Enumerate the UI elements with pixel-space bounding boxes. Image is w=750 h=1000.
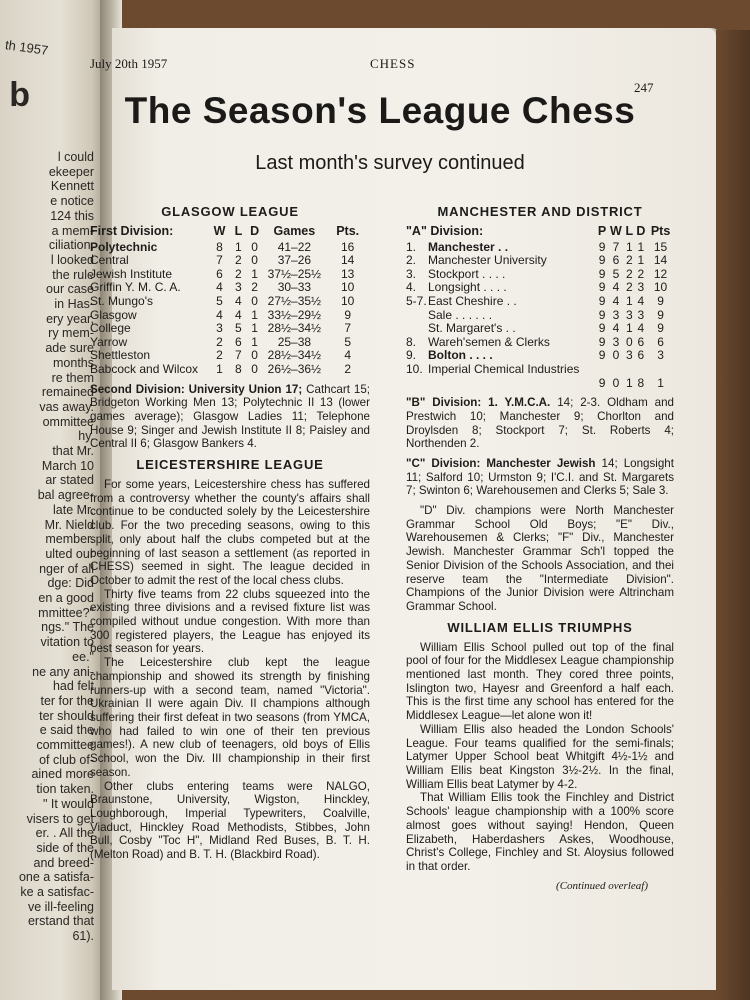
manchester-table-row <box>406 336 674 350</box>
team-stat: 1 <box>626 321 633 336</box>
team-stat: 1 <box>637 253 645 268</box>
team-stat: 9 <box>657 321 664 336</box>
team-stat: 33½–29½ <box>267 307 322 322</box>
left-page-line: 124 this <box>50 208 94 223</box>
rank: 10. <box>406 361 423 376</box>
team-stat: 4 <box>612 321 620 336</box>
glasgow-second-division <box>90 383 370 452</box>
left-page-line: ained more <box>31 767 94 782</box>
glasgow-league-title: GLASGOW LEAGUE <box>161 204 299 219</box>
team-stat: 1 <box>626 293 633 308</box>
william-ellis-title: WILLIAM ELLIS TRIUMPHS <box>447 619 633 635</box>
team-stat: 25–38 <box>277 334 312 349</box>
right-column <box>406 204 674 892</box>
team-stat: 28½–34½ <box>267 348 322 363</box>
team-stat: 3 <box>626 307 633 322</box>
left-page-line: and breed- <box>33 855 94 870</box>
b-division-head: "B" Division: 1. Y.M.C.A. <box>406 396 551 410</box>
manchester-header-division: "A" Division: <box>406 224 484 238</box>
team-stat: 0 <box>251 293 258 308</box>
team-stat: 28½–34½ <box>267 321 322 336</box>
team-stat: 9 <box>598 307 606 322</box>
team-stat: 1 <box>251 321 258 336</box>
left-page-line: l could <box>57 150 94 164</box>
team-stat: 0 <box>612 348 620 363</box>
team-name: Polytechnic <box>90 239 158 254</box>
manchester-header-pts: Pts <box>650 224 671 238</box>
left-page-line: ngs." The <box>41 620 94 635</box>
left-page-header: th 1957 <box>3 37 49 58</box>
manchester-b-division <box>406 396 674 451</box>
team-stat: 3 <box>637 280 645 295</box>
manchester-header-l: L <box>625 224 634 238</box>
glasgow-header-w: W <box>213 224 226 238</box>
rank <box>406 377 428 391</box>
team-stat: 0 <box>626 334 633 349</box>
manchester-table <box>406 225 674 390</box>
left-page-line: nger of all <box>39 561 94 576</box>
left-page-line: ry mem- <box>48 326 94 341</box>
glasgow-table-row <box>90 268 370 282</box>
leicestershire-paragraph: Other clubs entering teams were NALGO, Braunstone, University, Wigston, Hinckley, Loughborough, Imperial Typewriters, Coalville, Viaduct, Hinckley Road Methodists, Stibbes, John Bull, Cosby "Toc H", Midland Red Buses, B. T. H. (Melton Road) and B. T. H. (Blackbird Road). <box>90 779 370 862</box>
manchester-table-row <box>406 349 674 363</box>
rank: 4. <box>406 280 417 295</box>
team-stat: 2 <box>216 348 223 363</box>
team-stat: 4 <box>235 293 242 308</box>
team-stat: 4 <box>612 293 620 308</box>
team-stat: 9 <box>598 239 606 254</box>
left-page-line: ciliation, <box>48 238 94 253</box>
magazine-page <box>90 28 716 990</box>
left-page-line: our case <box>46 282 94 297</box>
team-stat: 9 <box>598 293 606 308</box>
team-name: East Cheshire . . <box>428 293 517 308</box>
left-page-line: re them <box>51 370 94 385</box>
left-page-line: a mem- <box>51 223 94 238</box>
glasgow-table-row <box>90 281 370 295</box>
glasgow-header-l: L <box>234 224 243 238</box>
team-stat: 9 <box>598 348 606 363</box>
team-stat: 3 <box>626 348 633 363</box>
left-page-line: 61). <box>72 929 94 944</box>
rank <box>406 322 428 336</box>
manchester-table-row <box>406 268 674 282</box>
team-name: St. Mungo's <box>90 293 153 308</box>
c-division-head: "C" Division: Manchester Jewish <box>406 456 596 470</box>
team-stat: 8 <box>216 239 223 254</box>
leicestershire-paragraph: Thirty five teams from 22 clubs squeezed into the existing three divisions and a revised fixture list was compiled without undue congestion. With more than 300 registered players, the League has enjoyed its best season for years. <box>90 587 370 656</box>
team-stat: 0 <box>251 348 258 363</box>
rank <box>406 309 428 323</box>
team-stat: 4 <box>216 307 223 322</box>
manchester-header-d: D <box>636 224 646 238</box>
header-date: July 20th 1957 <box>90 56 168 71</box>
team-stat: 4 <box>235 307 242 322</box>
left-page-line: Kennett <box>50 179 94 194</box>
team-stat: 13 <box>341 266 355 281</box>
team-stat: 5 <box>344 334 352 349</box>
team-stat: 6 <box>216 266 223 281</box>
manchester-table-row <box>406 241 674 255</box>
left-page-line: ade sure <box>45 341 94 356</box>
team-stat: 3 <box>612 334 620 349</box>
team-name: Babcock and Wilcox <box>90 361 199 376</box>
team-stat: 14 <box>341 253 355 268</box>
team-stat: 10 <box>653 280 668 295</box>
left-page-line: ke a satisfac- <box>20 885 94 899</box>
left-page-line: erstand that <box>27 914 94 929</box>
team-stat: 6 <box>612 253 620 268</box>
team-stat: 15 <box>653 239 668 254</box>
team-stat: 3 <box>235 280 242 295</box>
team-stat: 3 <box>637 307 645 322</box>
team-name: Imperial Chemical Industries <box>428 361 580 376</box>
leicestershire-paragraph: The Leicestershire club kept the league championship and showed its strength by finishing runners-up with a second team, named "Victoria". Ukrainian II were again Div. II champions although suffering their first defeat in two seasons (from YMCA, who had failed to win one of their ten previous games!). A new club of teenagers, old boys of Ellis School, won the Div. III championship in their first season. <box>90 656 370 779</box>
glasgow-table-row <box>90 363 370 377</box>
team-stat: 2 <box>344 361 352 376</box>
team-stat: 4 <box>637 293 645 308</box>
rank: 8. <box>406 334 417 349</box>
team-stat: 2 <box>626 280 633 295</box>
left-page-line: vitation to <box>40 635 94 650</box>
left-page-line: ter for the <box>40 693 94 708</box>
team-name: Griffin Y. M. C. A. <box>90 280 181 295</box>
team-stat: 5 <box>216 293 223 308</box>
team-name: Shettleston <box>90 348 151 363</box>
leicestershire-league-title: LEICESTERSHIRE LEAGUE <box>136 457 324 473</box>
left-page-line: Mr. Nield <box>44 517 94 532</box>
team-stat: 3 <box>612 307 620 322</box>
left-page-line: remained <box>41 385 94 400</box>
manchester-rows <box>406 241 674 391</box>
team-stat: 1 <box>626 375 633 390</box>
c-division-rest: 14; Longsight 11; Salford 10; Urmston 9; I'C.I. and St. Margarets 7; Swinton 6; Warehousemen and Clerks 5; Sale 3. <box>406 456 674 498</box>
team-stat: 26½–36½ <box>267 361 322 376</box>
team-name: Longsight . . . . <box>428 280 507 295</box>
team-stat: 9 <box>598 334 606 349</box>
glasgow-header-d: D <box>250 224 260 238</box>
team-stat: 5 <box>612 266 620 281</box>
b-division-rest: 14; 2-3. Oldham and Prestwich 10; Manchester 9; Chorlton and Droylsden 8; Stockport 7; St. Roberts 4; Northenden 2. <box>406 396 674 451</box>
team-stat: 30–33 <box>277 280 312 295</box>
team-stat: 10 <box>341 280 355 295</box>
left-page-line: vas away. <box>39 399 94 414</box>
team-stat: 2 <box>626 253 633 268</box>
team-stat: 4 <box>612 280 620 295</box>
left-page-line: ekeeper <box>48 164 94 179</box>
left-page-line: dge: Did <box>47 576 94 591</box>
team-name: Glasgow <box>90 307 137 322</box>
glasgow-table-header <box>90 225 370 241</box>
team-stat: 9 <box>598 375 606 390</box>
team-stat: 1 <box>626 239 633 254</box>
team-stat: 41–22 <box>277 239 312 254</box>
team-stat: 2 <box>216 334 223 349</box>
team-name: Manchester . . <box>428 239 509 254</box>
team-stat: 4 <box>344 348 352 363</box>
team-stat: 9 <box>657 307 664 322</box>
glasgow-header-pts: Pts. <box>336 224 360 238</box>
left-page-line: March 10 <box>41 458 94 473</box>
team-stat: 7 <box>344 321 352 336</box>
left-column <box>90 204 370 862</box>
left-page-line: that Mr. <box>52 444 94 458</box>
left-page-line: ter should <box>39 708 94 723</box>
left-page-line: er. . All the <box>35 826 94 841</box>
team-stat: 10 <box>341 293 355 308</box>
team-stat: 12 <box>653 266 668 281</box>
team-stat: 9 <box>344 307 352 322</box>
team-stat: 1 <box>251 307 258 322</box>
left-page-line: l looked <box>50 252 94 267</box>
team-stat: 14 <box>653 253 668 268</box>
manchester-c-division <box>406 457 674 498</box>
team-stat: 7 <box>216 253 223 268</box>
team-stat: 9 <box>657 293 664 308</box>
rank: 9. <box>406 348 417 363</box>
left-page-line: side of the <box>36 840 94 855</box>
left-page-line: visers to get <box>26 811 94 826</box>
team-name: Jewish Institute <box>90 266 173 281</box>
left-page-line: the rule <box>52 267 94 282</box>
manchester-table-row <box>406 309 674 323</box>
team-stat: 8 <box>235 361 242 376</box>
glasgow-table-row <box>90 241 370 255</box>
left-page-line: of club of- <box>39 752 94 767</box>
team-name: Manchester University <box>428 253 547 268</box>
left-page-line: en a good <box>38 591 94 605</box>
left-page-line: ne any ani- <box>32 664 94 679</box>
team-stat: 4 <box>216 280 223 295</box>
team-stat: 8 <box>637 375 645 390</box>
continued-overleaf: (Continued overleaf) <box>556 879 648 892</box>
manchester-table-header <box>406 225 674 241</box>
left-page-line: tion taken. <box>36 782 94 797</box>
header-journal: CHESS <box>370 56 416 71</box>
team-stat: 9 <box>598 280 606 295</box>
manchester-table-row <box>406 322 674 336</box>
book-cover-edge <box>716 30 750 1000</box>
glasgow-header-division: First Division: <box>90 224 174 238</box>
team-stat: 6 <box>235 334 242 349</box>
left-page-line: hy. <box>78 429 94 444</box>
page-number: 247 <box>634 80 654 95</box>
left-page-line: bal agree- <box>37 488 94 503</box>
left-page-line: ve ill-feeling <box>27 899 94 914</box>
left-page-line: one a satisfa- <box>18 870 94 885</box>
manchester-table-row <box>406 254 674 268</box>
rank: 5-7. <box>406 293 427 308</box>
rank: 2. <box>406 253 417 268</box>
left-page-line: ommittee <box>42 414 94 429</box>
team-stat: 2 <box>637 266 645 281</box>
manchester-table-row <box>406 377 674 391</box>
glasgow-table-row <box>90 309 370 323</box>
team-stat: 1 <box>251 334 258 349</box>
team-stat: 9 <box>598 266 606 281</box>
left-page-line: ee." <box>72 649 94 664</box>
team-stat: 37–26 <box>277 253 312 268</box>
team-name: Bolton . . . . <box>428 348 493 363</box>
william-ellis-paragraph: William Ellis also headed the London Schools' League. Four teams qualified for the semi-finals; Latymer Upper School beat Whitgift 4½-1½ and William Ellis beat Kingston 3½-2½. In the final, William Ellis beat Latymer by 4-2. <box>406 722 674 791</box>
manchester-table-row <box>406 295 674 309</box>
team-stat: 9 <box>598 321 606 336</box>
left-page-line: member. <box>45 532 94 547</box>
team-stat: 1 <box>216 361 223 376</box>
article-title: The Season's League Chess <box>124 90 636 131</box>
second-division-rest: Cathcart 15; Bridgeton Working Men 13; Polytechnic II 13 (lower games average); Glasgow Ladies 11; Telephone House 9; Singer and Jewish Institute II 8; Paisley and Central II 6; Glasgow Bankers 4. <box>90 382 371 451</box>
team-stat: 6 <box>637 348 645 363</box>
glasgow-table-row <box>90 349 370 363</box>
rank: 1. <box>406 239 417 254</box>
left-page-line: late Mr. <box>53 502 94 517</box>
team-stat: 0 <box>251 239 258 254</box>
team-name: St. Margaret's . . <box>428 321 516 336</box>
glasgow-table-row <box>90 336 370 350</box>
manchester-league-title: MANCHESTER AND DISTRICT <box>437 204 643 219</box>
team-stat: 37½–25½ <box>267 266 322 281</box>
manchester-header-p: P <box>597 224 607 238</box>
team-stat: 1 <box>657 375 664 390</box>
team-stat: 2 <box>251 280 258 295</box>
glasgow-rows <box>90 241 370 377</box>
left-page-line: ulted our <box>45 546 94 561</box>
glasgow-table-row <box>90 254 370 268</box>
left-page-line: in Has- <box>54 297 94 311</box>
left-page-big-letter: b <box>9 76 30 114</box>
team-stat: 4 <box>637 321 645 336</box>
left-page-line: e said the <box>39 723 94 738</box>
manchester-d-division: "D" Div. champions were North Manchester Grammar School Old Boys; "E" Div., Warehousemen & Clerks; "F" Div., Manchester Jewish. Manchester Grammar Sch'l topped the Senior Division of the Schools Association, and thei reserve team the "Intermediate Division". Champions of the Junior Division were Altrincham Grammar School. <box>406 504 674 613</box>
rank: 3. <box>406 266 417 281</box>
team-stat: 1 <box>235 239 242 254</box>
team-stat: 0 <box>251 361 258 376</box>
second-division-head: Second Division: University Union 17; <box>90 382 303 396</box>
team-stat: 0 <box>251 253 258 268</box>
team-name: College <box>90 321 131 336</box>
team-name: Sale . . . . . . <box>428 307 493 322</box>
left-page-line: months <box>53 355 94 370</box>
team-name: Central <box>90 253 129 268</box>
glasgow-table-row <box>90 322 370 336</box>
team-stat: 3 <box>657 348 664 363</box>
team-stat: 7 <box>612 239 620 254</box>
team-name: Yarrow <box>90 334 128 349</box>
left-page-line: committee <box>36 738 94 752</box>
team-stat: 6 <box>657 334 664 349</box>
manchester-table-row <box>406 363 674 377</box>
team-stat: 3 <box>216 321 223 336</box>
team-stat: 9 <box>598 253 606 268</box>
team-stat: 7 <box>235 348 242 363</box>
team-stat: 2 <box>626 266 633 281</box>
team-stat: 1 <box>637 239 645 254</box>
glasgow-table <box>90 225 370 377</box>
team-name: Stockport . . . . <box>428 266 506 281</box>
team-name: Wareh'semen & Clerks <box>428 334 550 349</box>
left-page-line: e notice <box>50 194 94 209</box>
team-stat: 0 <box>612 375 620 390</box>
left-page-line: " It would <box>43 796 94 811</box>
left-page-line: ar stated <box>45 473 94 488</box>
left-page-line: ery year, <box>46 311 94 326</box>
left-page-line: had felt <box>52 679 94 694</box>
manchester-header-w: W <box>610 224 622 238</box>
team-stat: 2 <box>235 266 242 281</box>
glasgow-header-games: Games <box>273 224 316 238</box>
team-stat: 1 <box>251 266 258 281</box>
william-ellis-paragraph: William Ellis School pulled out top of the final pool of four for the Middlesex League championship mentioned last month. They cored three points, Islington two, Hayesr and Greenford a half each. This is the first time any school has entered for the Middlesex League—let alone won it! <box>406 640 674 723</box>
team-name <box>428 377 596 391</box>
left-page-line: mmittee?" <box>38 605 94 620</box>
leicestershire-paragraph: For some years, Leicestershire chess has suffered from a controversy whether the county's affairs shall continue to be conducted solely by the Leicestershire club. For the two preceding seasons, owing to this split, only about half the clubs competed but at the beginning of last season a settlement (as reported in CHESS) seemed in sight. The league decided in October to admit the rest of the local chess clubs. <box>90 478 370 587</box>
team-stat: 5 <box>235 321 242 336</box>
team-stat: 2 <box>235 253 242 268</box>
manchester-table-row <box>406 281 674 295</box>
article-subtitle: Last month's survey continued <box>255 152 525 174</box>
glasgow-table-row <box>90 295 370 309</box>
team-stat: 27½–35½ <box>267 293 322 308</box>
william-ellis-paragraph: That William Ellis took the Finchley and District Schools' league championship with a 100% score almost goes without saying! Hendon, Queen Elizabeth, Haberdashers Askes, Woodhouse, Christ's College, Finchley and St. Aloysius followed in that order. <box>406 791 674 873</box>
team-stat: 16 <box>341 239 355 254</box>
team-stat: 6 <box>637 334 645 349</box>
